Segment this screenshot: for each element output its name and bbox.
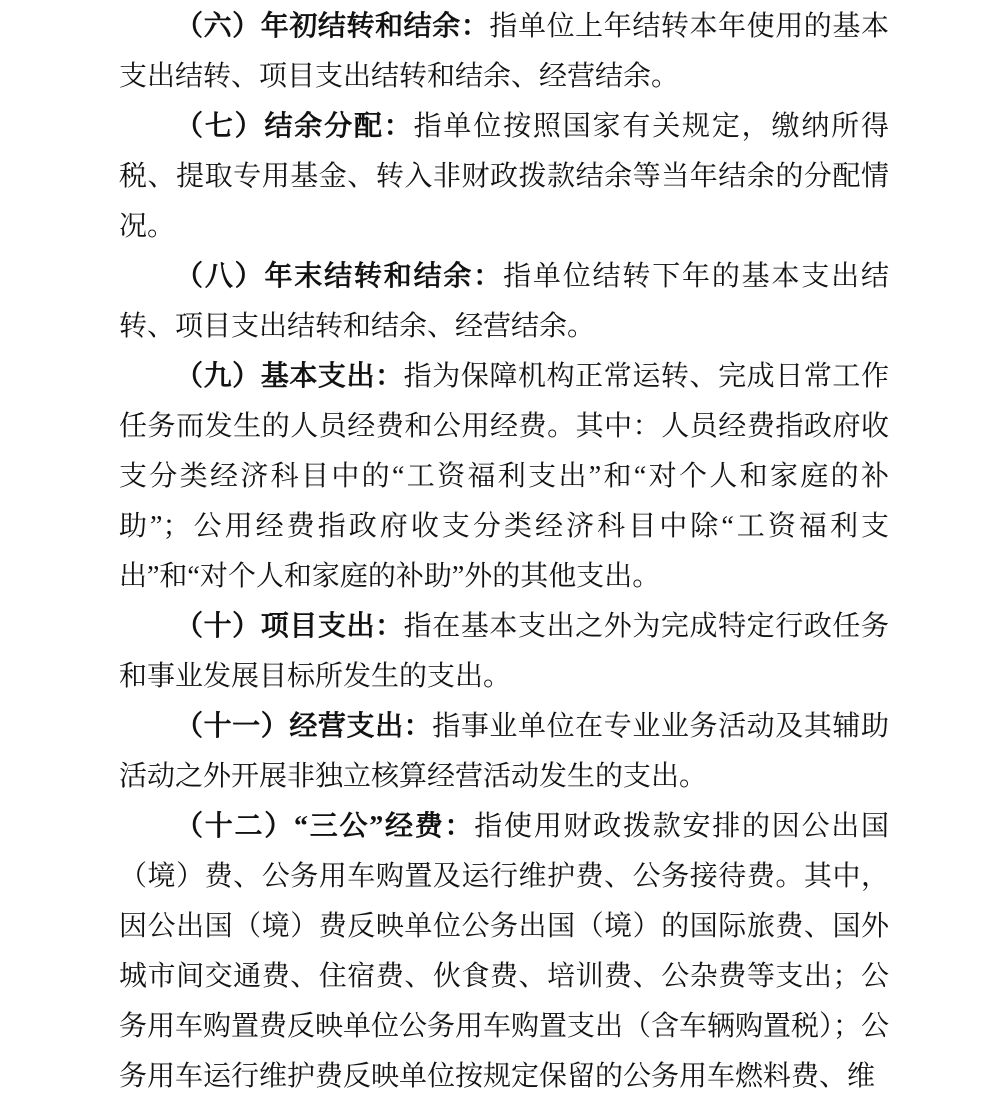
term-heading: （十）项目支出： xyxy=(175,611,404,642)
term-heading: （十一）经营支出： xyxy=(175,711,433,742)
paragraph-term-7 xyxy=(119,102,889,252)
term-heading: （六）年初结转和结余： xyxy=(175,11,490,42)
term-definition: 指在基本支出之外为完成特定行政任务和事业发展目标所发生的支出。 xyxy=(119,611,889,692)
paragraph-term-12 xyxy=(119,802,889,1102)
term-definition: 指为保障机构正常运转、完成日常工作任务而发生的人员经费和公用经费。其中：人员经费指政府收支分类经济科目中的“工资福利支出”和“对个人和家庭的补助”；公用经费指政府收支分类经济科目中除“工资福利支出”和“对个人和家庭的补助”外的其他支出。 xyxy=(119,361,889,592)
term-heading: （十二）“三公”经费： xyxy=(175,811,475,842)
paragraph-term-9 xyxy=(119,352,889,602)
paragraph-term-10 xyxy=(119,602,889,702)
term-definition: 指事业单位在专业业务活动及其辅助活动之外开展非独立核算经营活动发生的支出。 xyxy=(119,711,889,792)
paragraph-term-6 xyxy=(119,2,889,102)
term-definition: 指使用财政拨款安排的因公出国（境）费、公务用车购置及运行维护费、公务接待费。其中，因公出国（境）费反映单位公务出国（境）的国际旅费、国外城市间交通费、住宿费、伙食费、培训费、公杂费等支出；公务用车购置费反映单位公务用车购置支出（含车辆购置税）；公务用车运行维护费反映单位按规定保留的公务用车燃料费、维 xyxy=(119,811,890,1092)
term-definition: 指单位按照国家有关规定，缴纳所得税、提取专用基金、转入非财政拨款结余等当年结余的分配情况。 xyxy=(119,111,889,242)
document-page xyxy=(119,2,889,1102)
paragraph-term-8 xyxy=(119,252,889,352)
term-heading: （八）年末结转和结余： xyxy=(175,261,504,292)
paragraph-term-11 xyxy=(119,702,889,802)
term-definition: 指单位上年结转本年使用的基本支出结转、项目支出结转和结余、经营结余。 xyxy=(119,11,889,92)
term-heading: （九）基本支出： xyxy=(175,361,404,392)
term-definition: 指单位结转下年的基本支出结转、项目支出结转和结余、经营结余。 xyxy=(119,261,889,342)
term-heading: （七）结余分配： xyxy=(175,111,414,142)
